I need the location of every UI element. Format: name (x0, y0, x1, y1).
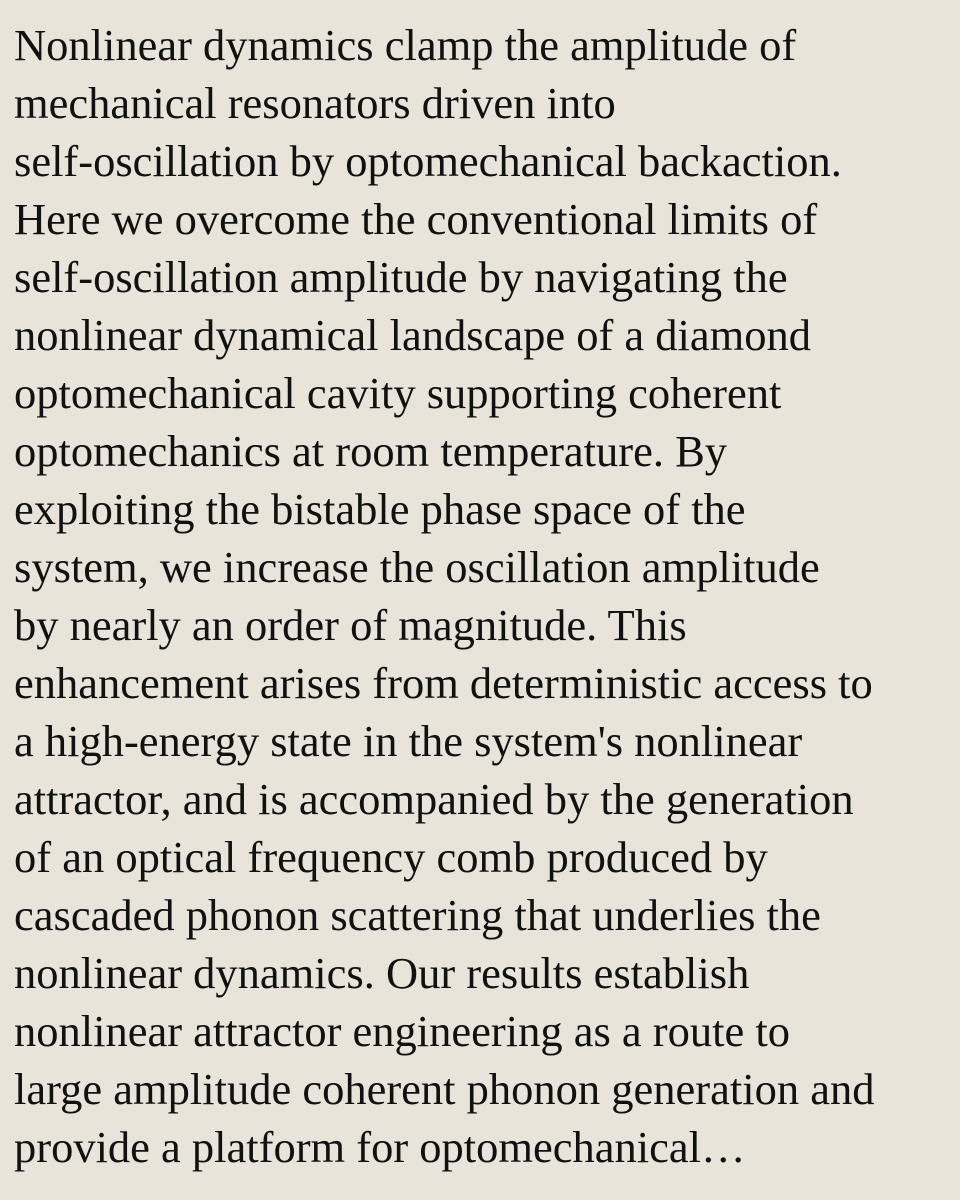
abstract-line: Here we overcome the conventional limits of (14, 194, 818, 244)
abstract-line: cascaded phonon scattering that underlies the (14, 890, 821, 940)
abstract-line: system, we increase the oscillation amplitude (14, 542, 820, 592)
abstract-line: provide a platform for optomechanical… (14, 1122, 746, 1172)
abstract-line: nonlinear dynamical landscape of a diamond (14, 310, 812, 360)
abstract-line: Nonlinear dynamics clamp the amplitude of (14, 20, 797, 70)
abstract-line: a high-energy state in the system's nonlinear (14, 716, 803, 766)
abstract-line: self-oscillation amplitude by navigating the (14, 252, 788, 302)
abstract-line: nonlinear dynamics. Our results establish (14, 948, 750, 998)
abstract-line: self-oscillation by optomechanical backaction. (14, 136, 842, 186)
abstract-text (14, 16, 954, 1176)
abstract-line: exploiting the bistable phase space of the (14, 484, 746, 534)
abstract-line: by nearly an order of magnitude. This (14, 600, 687, 650)
abstract-line: mechanical resonators driven into (14, 78, 616, 128)
abstract-line: enhancement arises from deterministic access to (14, 658, 873, 708)
abstract-line: attractor, and is accompanied by the generation (14, 774, 854, 824)
abstract-line: optomechanics at room temperature. By (14, 426, 727, 476)
abstract-line: of an optical frequency comb produced by (14, 832, 768, 882)
abstract-line: large amplitude coherent phonon generation and (14, 1064, 875, 1114)
abstract-line: nonlinear attractor engineering as a route to (14, 1006, 790, 1056)
abstract-line: optomechanical cavity supporting coherent (14, 368, 782, 418)
